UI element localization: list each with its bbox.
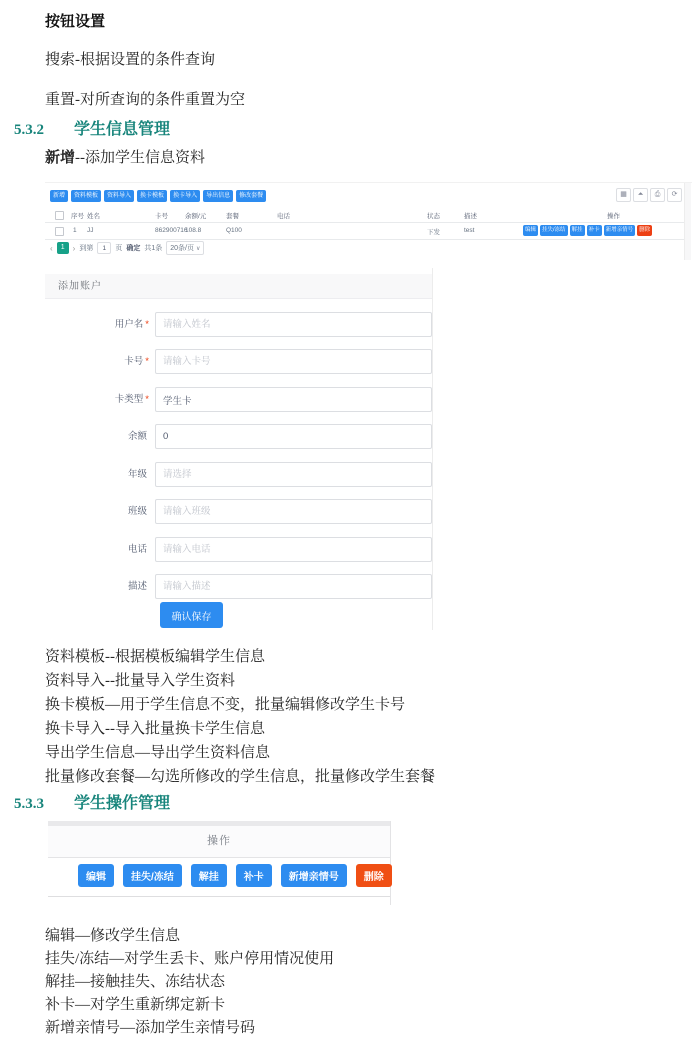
page-size-select[interactable]: [166, 241, 204, 255]
goto-suffix-label: 页: [115, 245, 123, 252]
desc-data-template: 资料模板--根据模板编辑学生信息: [45, 649, 265, 665]
data-template-button[interactable]: 资料模板: [71, 190, 101, 202]
unfreeze-button[interactable]: 解挂: [570, 225, 585, 236]
section-title: 学生操作管理: [74, 795, 171, 812]
intro-rest: --添加学生信息资料: [75, 150, 206, 166]
ops-button-row: [48, 857, 390, 897]
section-number: 5.3.2: [14, 122, 44, 138]
edit-button[interactable]: 编辑: [523, 225, 538, 236]
intro-bold-term: 新增: [45, 149, 76, 166]
edit-button[interactable]: 编辑: [78, 864, 114, 887]
select-all-checkbox[interactable]: [55, 211, 64, 220]
field-grade: [45, 462, 432, 487]
col-balance: 余额/元: [185, 213, 207, 220]
table-scrollbar[interactable]: [684, 183, 691, 260]
print-icon[interactable]: ⎙: [650, 188, 665, 202]
desc-data-import: 资料导入--批量导入学生资料: [45, 673, 235, 689]
desc-card-template: 换卡模板—用于学生信息不变，批量编辑修改学生卡号: [45, 697, 406, 713]
heading-button-settings: 按钮设置: [45, 13, 106, 30]
username-input[interactable]: [155, 312, 432, 337]
desc-batch-package: 批量修改套餐—勾选所修改的学生信息，批量修改学生套餐: [45, 769, 436, 785]
description-input[interactable]: [155, 574, 432, 599]
add-button[interactable]: 新增: [50, 190, 68, 202]
table-row: [45, 222, 685, 240]
operations-screenshot: [48, 821, 391, 905]
para-search-desc: 搜索-根据设置的条件查询: [45, 52, 215, 68]
total-count-label: 共1条: [144, 245, 163, 252]
goto-prefix-label: 到第: [79, 245, 94, 252]
cell-balance: 108.8: [185, 227, 202, 234]
para-add-intro: [45, 146, 205, 167]
class-input[interactable]: [155, 499, 432, 524]
row-checkbox[interactable]: [55, 227, 64, 236]
field-label: 描述: [127, 581, 147, 592]
field-label: 用户名: [114, 319, 144, 330]
current-page-button[interactable]: 1: [57, 242, 69, 254]
section-heading-533: [14, 790, 170, 813]
desc-unfreeze: 解挂—接触挂失、冻结状态: [45, 974, 226, 990]
required-asterisk: *: [145, 319, 149, 330]
table-tool-icons: [616, 188, 682, 202]
table-toolbar: [50, 190, 266, 202]
refresh-icon[interactable]: ⟳: [667, 188, 682, 202]
card-number-input[interactable]: [155, 349, 432, 374]
add-family-number-button[interactable]: 新增亲情号: [604, 225, 636, 236]
section-heading-532: [14, 116, 170, 139]
desc-replace-card: 补卡—对学生重新绑定新卡: [45, 997, 226, 1013]
para-reset-desc: 重置-对所查询的条件重置为空: [45, 92, 245, 108]
page-size-value: 20条/页: [170, 245, 194, 252]
field-label: 电话: [127, 544, 147, 555]
ops-buttons: [78, 864, 392, 887]
row-action-buttons: [523, 225, 652, 236]
required-asterisk: *: [145, 356, 149, 367]
student-table-screenshot: [45, 182, 692, 260]
desc-loss-freeze: 挂失/冻结—对学生丢卡、账户停用情况使用: [45, 951, 335, 967]
field-label: 余额: [127, 431, 147, 442]
table-header-row: [45, 207, 685, 223]
replace-card-button[interactable]: 补卡: [236, 864, 272, 887]
export-info-button[interactable]: 导出信息: [203, 190, 233, 202]
field-label: 卡号: [124, 356, 144, 367]
phone-input[interactable]: [155, 537, 432, 562]
data-import-button[interactable]: 资料导入: [104, 190, 134, 202]
card-change-template-button[interactable]: 换卡模板: [137, 190, 167, 202]
desc-add-family-number: 新增亲情号—添加学生亲情号码: [45, 1020, 256, 1036]
pagination-bar: [50, 241, 204, 255]
field-label: 班级: [127, 506, 147, 517]
modify-package-button[interactable]: 修改套餐: [236, 190, 266, 202]
col-actions: 操作: [607, 213, 620, 220]
balance-input[interactable]: [155, 424, 432, 449]
field-phone: [45, 537, 432, 562]
required-asterisk: *: [145, 394, 149, 405]
field-balance: [45, 424, 432, 449]
confirm-save-button[interactable]: 确认保存: [160, 602, 223, 628]
cell-name: JJ: [87, 227, 94, 234]
field-class: [45, 499, 432, 524]
add-account-panel: [45, 268, 433, 630]
section-number: 5.3.3: [14, 796, 44, 812]
field-card-type: [45, 387, 432, 412]
replace-card-button[interactable]: 补卡: [587, 225, 602, 236]
chevron-down-icon: ∨: [195, 245, 201, 252]
cell-desc: test: [464, 227, 475, 234]
card-change-import-button[interactable]: 换卡导入: [170, 190, 200, 202]
columns-icon[interactable]: ▦: [616, 188, 631, 202]
unfreeze-button[interactable]: 解挂: [191, 864, 227, 887]
delete-button[interactable]: 删除: [356, 864, 392, 887]
grade-select[interactable]: [155, 462, 432, 487]
col-desc: 描述: [464, 213, 477, 220]
export-icon[interactable]: ⏶: [633, 188, 648, 202]
desc-export: 导出学生信息—导出学生资料信息: [45, 745, 271, 761]
goto-confirm-button[interactable]: 确定: [126, 245, 141, 252]
cell-card: 862900716: [155, 227, 188, 234]
next-page-icon[interactable]: ›: [72, 243, 76, 253]
col-name: 姓名: [87, 213, 100, 220]
col-card: 卡号: [155, 213, 168, 220]
field-username: [45, 312, 432, 337]
col-phone: 电话: [277, 213, 290, 220]
desc-edit: 编辑—修改学生信息: [45, 928, 181, 944]
prev-page-icon[interactable]: ‹: [50, 243, 53, 253]
cell-index: 1: [73, 227, 77, 234]
card-type-select[interactable]: [155, 387, 432, 412]
cell-package: Q100: [226, 227, 242, 234]
loss-freeze-button[interactable]: 挂失/冻结: [540, 225, 568, 236]
ops-column-header: 操作: [48, 826, 390, 858]
field-label: 卡类型: [114, 394, 144, 405]
add-family-number-button[interactable]: 新增亲情号: [281, 864, 347, 887]
col-package: 套餐: [226, 213, 239, 220]
delete-button[interactable]: 删除: [637, 225, 652, 236]
field-label: 年级: [127, 469, 147, 480]
section-title: 学生信息管理: [74, 121, 171, 138]
cell-status: 下发: [427, 229, 440, 236]
col-index: 序号: [71, 213, 84, 220]
field-description: [45, 574, 432, 599]
desc-card-import: 换卡导入--导入批量换卡学生信息: [45, 721, 265, 737]
col-status: 状态: [427, 213, 440, 220]
loss-freeze-button[interactable]: 挂失/冻结: [123, 864, 182, 887]
goto-page-input[interactable]: [97, 242, 111, 254]
field-card-number: [45, 349, 432, 374]
panel-title: 添加账户: [45, 274, 432, 299]
